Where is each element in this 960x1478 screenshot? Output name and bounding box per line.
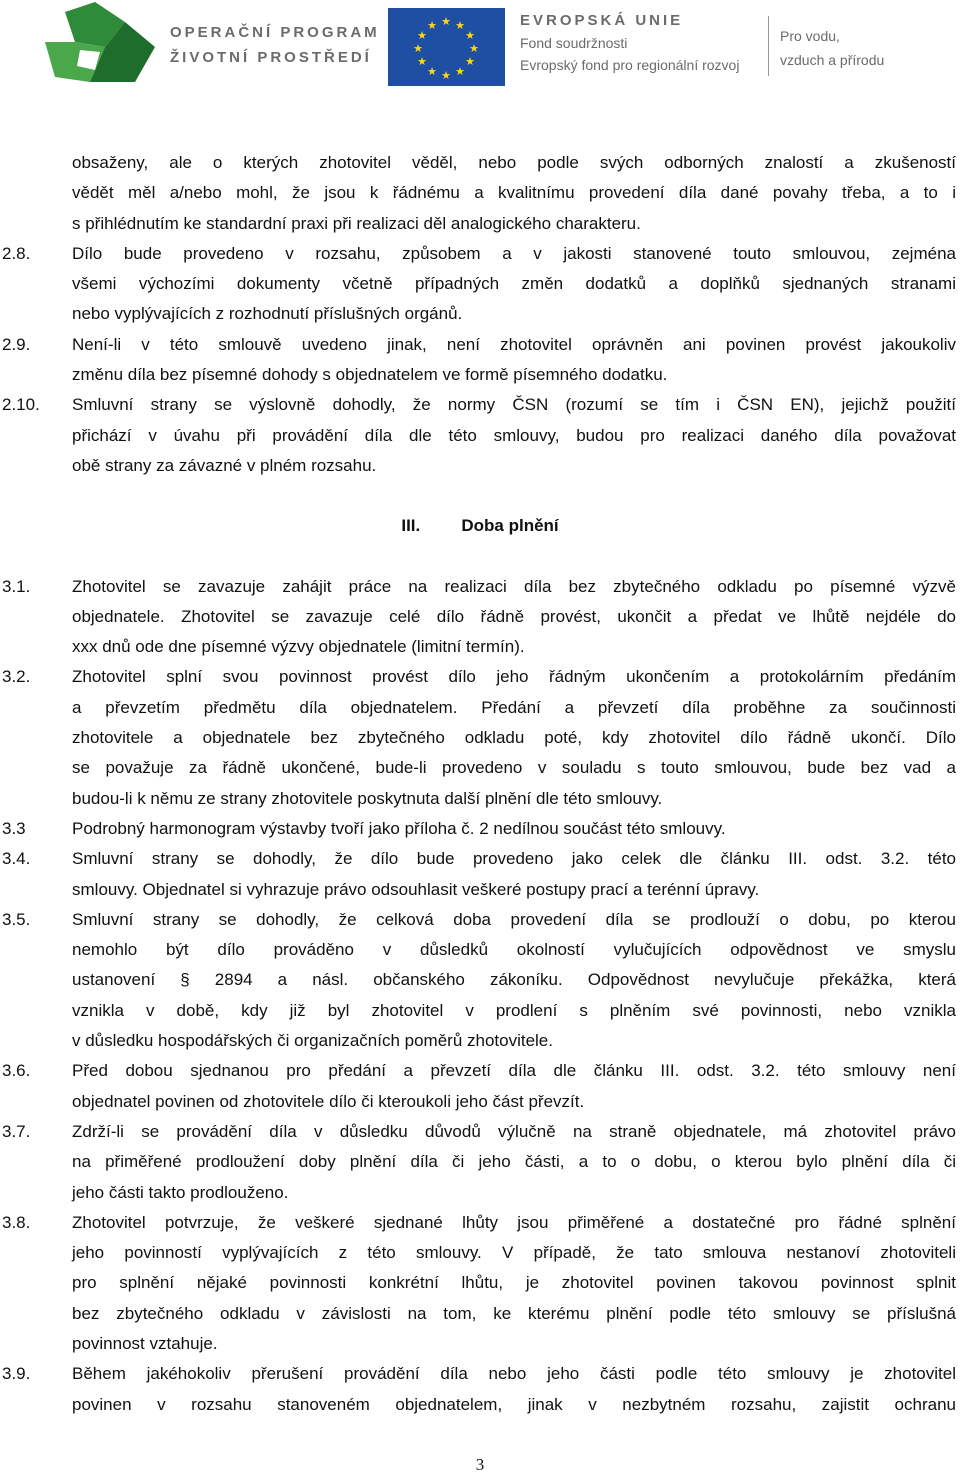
text-line: a převzetím předmětu díla objednatelem. Předání a převzetí díla proběhne za součinnosti [72,697,956,717]
op-zp-title [170,20,380,70]
svg-text:★: ★ [441,15,451,28]
text-line: Smluvní strany se dohodly, že dílo bude provedeno jako celek dle článku III. odst. 3.2. této [72,849,956,869]
clause-number: 3.1. [2,576,31,596]
text-line: Dílo bude provedeno v rozsahu, způsobem a v jakosti stanovené touto smlouvou, zejména [72,243,956,263]
clause-text [72,1208,956,1359]
slogan [780,24,884,72]
intro-paragraph [0,148,960,239]
clause-text [72,330,956,391]
header-divider [768,16,769,76]
text-line: všemi výchozími dokumenty včetně případných změn dodatků a doplňků sjednaných stranami [72,274,956,294]
clause-3-3 [0,814,960,844]
section-heading [0,511,960,541]
text-line: objednatele. Zhotovitel se zavazuje celé dílo řádně provést, ukončit a předat ve lhůtě nejdéle do [72,606,956,626]
clause-3-7 [0,1117,960,1208]
clause-text [72,814,956,844]
text-line: obě strany za závazné v plném rozsahu. [72,455,377,475]
text-line: jeho povinností vyplývajících z této smlouvy. V případě, že tato smlouva nestanoví zhotoviteli [72,1243,956,1263]
text-line: objednatel povinen od zhotovitele dílo či kteroukoli jeho část převzít. [72,1091,585,1111]
clause-text [72,1117,956,1208]
clause-3-8 [0,1208,960,1359]
page-number: 3 [475,1455,485,1474]
text-line: vědět měl a/nebo mohl, že jsou k řádnému a kvalitnímu provedení díla dané povahy třeba, a to i [72,183,956,203]
clause-text [72,905,956,1056]
clause-text [72,1056,956,1117]
text-line: bez zbytečného odkladu v závislosti na tom, ke kterému plnění podle této smlouvy se příslušná [72,1303,956,1323]
op-zp-logo-icon [35,2,160,92]
clause-number: 3.3 [2,818,26,838]
text-line: s přihlédnutím ke standardní praxi při realizaci děl analogického charakteru. [72,213,641,233]
svg-text:★: ★ [417,55,427,68]
clause-number: 2.8. [2,243,31,263]
text-line: jeho části takto prodlouženo. [72,1182,289,1202]
svg-text:★: ★ [465,55,475,68]
text-line: se považuje za řádně ukončené, bude-li provedeno v souladu s touto smlouvou, bude bez vad a [72,758,956,778]
text-line: Zhotovitel splní svou povinnost provést dílo jeho řádným ukončením a protokolárním předáním [72,667,956,687]
clause-2-10 [0,390,960,481]
text-line: Zhotovitel se zavazuje zahájit práce na realizaci díla bez zbytečného odkladu po písemné výzvě [72,576,956,596]
clause-number: 2.9. [2,334,31,354]
text-line: ustanovení § 2894 a násl. občanského zákoníku. Odpovědnost nevylučuje překážka, která [72,970,956,990]
svg-text:★: ★ [413,42,423,55]
text-line: obsaženy, ale o kterých zhotovitel věděl, nebo podle svých odborných znalostí a zkušeností [72,153,956,172]
text-line: přichází v úvahu při provádění díla dle této smlouvy, budou pro realizaci daného díla považovat [72,425,956,445]
svg-text:★: ★ [427,19,437,32]
text-line: povinnost vztahuje. [72,1333,218,1353]
slogan-line-2: vzduch a přírodu [780,52,885,68]
clause-number: 3.4. [2,849,31,869]
text-line: Podrobný harmonogram výstavby tvoří jako příloha č. 2 nedílnou součást této smlouvy. [72,818,726,838]
clause-number: 3.2. [2,667,31,687]
text-line: Zhotovitel potvrzuje, že veškeré sjednané lhůty jsou přiměřené a dostatečné pro řádné splnění [72,1212,956,1232]
text-line: Během jakéhokoliv přerušení provádění díla nebo jeho části podle této smlouvy je zhotovitel [72,1364,956,1384]
eu-line-1: EVROPSKÁ UNIE [520,12,684,29]
clause-number: 3.6. [2,1061,31,1081]
svg-text:★: ★ [427,65,437,78]
op-line-2: ŽIVOTNÍ PROSTŘEDÍ [170,49,372,66]
clause-number: 2.10. [2,395,40,415]
clause-number: 3.9. [2,1364,31,1384]
text-line: změnu díla bez písemné dohody s objednatelem ve formě písemného dodatku. [72,365,668,385]
text-line: Před dobou sjednanou pro předání a převzetí díla dle článku III. odst. 3.2. této smlouvy není [72,1061,956,1081]
section-title: Doba plnění [461,516,559,536]
document-body [0,148,960,1420]
text-line: Smluvní strany se dohodly, že celková doba provedení díla se prodlouží o dobu, po kterou [72,909,956,929]
text-line: nemohlo být dílo prováděno v důsledků okolností vylučujících odpovědnost ve smyslu [72,940,956,960]
slogan-line-1: Pro vodu, [780,28,840,44]
text-line: Zdrží-li se provádění díla v důsledku důvodů výlučně na straně objednatele, má zhotovitel právo [72,1121,956,1141]
text-line: pro splnění nějaké povinnosti konkrétní lhůtu, je zhotovitel povinen takovou povinnost splnit [72,1273,956,1293]
clause-number: 3.5. [2,909,31,929]
text-line: nebo vyplývajících z rozhodnutí příslušných orgánů. [72,304,463,324]
text-line: v důsledku hospodářských či organizačních poměrů zhotovitele. [72,1031,553,1051]
clause-2-9 [0,330,960,391]
clause-3-2 [0,662,960,813]
eu-line-3: Evropský fond pro regionální rozvoj [520,57,740,73]
text-line: smlouvy. Objednatel si vyhrazuje právo odsouhlasit veškeré postupy prací a terénní úpravy. [72,879,760,899]
clause-number: 3.8. [2,1212,31,1232]
svg-text:★: ★ [417,29,427,42]
item-text [72,148,956,239]
eu-flag-icon [388,8,505,86]
svg-text:★: ★ [469,42,479,55]
section-number: III. [401,516,421,536]
eu-text-block [520,10,739,76]
text-line: Smluvní strany se výslovně dohodly, že normy ČSN (rozumí se tím i ČSN EN), jejichž použití [72,395,956,415]
page-header [0,0,960,100]
clause-text [72,844,956,905]
item-number [0,148,72,239]
clause-3-5 [0,905,960,1056]
text-line: zhotovitele a objednatele bez zbytečného odkladu poté, kdy zhotovitel dílo řádně ukončí. Dílo [72,728,956,748]
clause-text [72,572,956,663]
clause-3-4 [0,844,960,905]
text-line: povinen v rozsahu stanoveném objednatelem, jinak v nezbytném rozsahu, zajistit ochranu [72,1394,956,1414]
text-line: xxx dnů ode dne písemné výzvy objednatele (limitní termín). [72,637,525,657]
clause-text [72,1359,956,1420]
clause-3-1 [0,572,960,663]
clause-number: 3.7. [2,1121,31,1141]
op-line-1: OPERAČNÍ PROGRAM [170,24,380,41]
clause-3-6 [0,1056,960,1117]
svg-text:★: ★ [441,69,451,82]
svg-text:★: ★ [455,19,465,32]
clause-3-9 [0,1359,960,1420]
svg-text:★: ★ [465,29,475,42]
clause-text [72,390,956,481]
text-line: budou-li k němu ze strany zhotovitele poskytnuta další plnění dle této smlouvy. [72,788,663,808]
clause-text [72,239,956,330]
eu-line-2: Fond soudržnosti [520,35,628,51]
text-line: vznikla v době, kdy již byl zhotovitel v prodlení s plněním své povinnosti, nebo vznikla [72,1000,956,1020]
text-line: Není-li v této smlouvě uvedeno jinak, není zhotovitel oprávněn ani povinen provést jakoukoliv [72,334,956,354]
svg-text:★: ★ [455,65,465,78]
text-line: na přiměřené prodloužení doby plnění díla či jeho části, a to o dobu, o kterou bylo plnění díla či [72,1152,956,1172]
clause-2-8 [0,239,960,330]
clause-text [72,662,956,813]
